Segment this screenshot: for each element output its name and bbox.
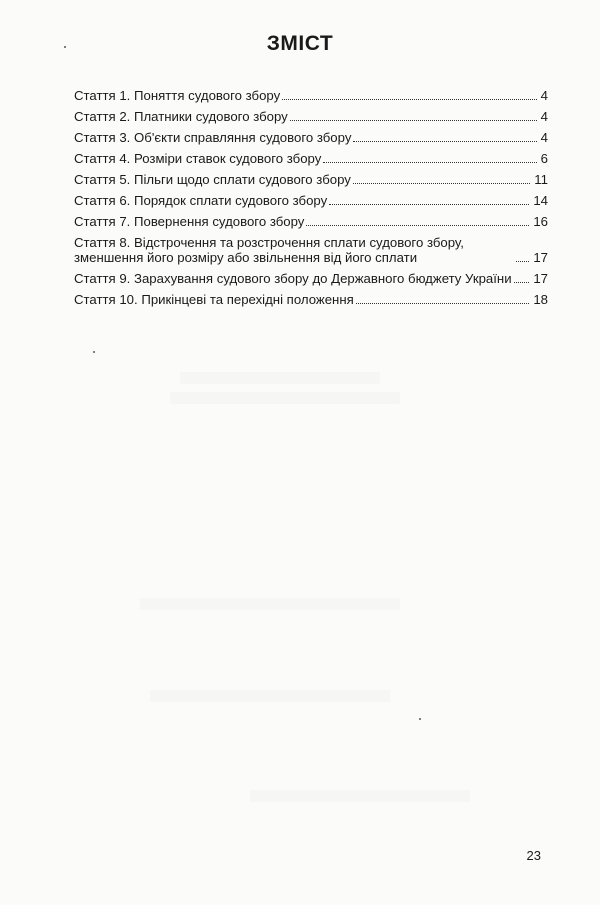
toc-entry [74, 109, 548, 124]
toc-entry-page: 18 [533, 292, 548, 307]
toc-entry-label: Стаття 8. Відстрочення та розстрочення сплати судового збору, зменшення його розміру або звільнення від його сплати [74, 235, 464, 265]
toc-dot-leader [516, 260, 529, 262]
toc-entry-page: 16 [533, 214, 548, 229]
toc-entry [74, 214, 548, 229]
toc-dot-leader [306, 224, 529, 226]
toc-entry [74, 130, 548, 145]
toc-entry-page: 14 [533, 193, 548, 208]
toc-entry [74, 292, 548, 307]
toc-entry [74, 172, 548, 187]
toc-entry-label: Стаття 2. Платники судового збору [74, 109, 288, 124]
toc-entry [74, 193, 548, 208]
scan-speck [93, 351, 95, 353]
toc-entry-page: 11 [534, 172, 548, 187]
toc-entry-page: 17 [533, 250, 548, 265]
scan-speck [419, 718, 421, 720]
toc-dot-leader [353, 140, 536, 142]
table-of-contents [74, 88, 548, 313]
toc-entry-page: 4 [540, 88, 548, 103]
toc-entry-page: 4 [540, 109, 548, 124]
toc-entry-label: Стаття 9. Зарахування судового збору до Державного бюджету України [74, 271, 512, 286]
toc-entry-label: Стаття 1. Поняття судового збору [74, 88, 281, 103]
toc-dot-leader [282, 98, 536, 100]
page-title: ЗМІСТ [266, 32, 334, 55]
toc-entry [74, 235, 548, 265]
page-number: 23 [526, 848, 541, 863]
toc-entry-page: 6 [540, 151, 548, 166]
toc-dot-leader [323, 161, 536, 163]
toc-entry [74, 151, 548, 166]
toc-entry [74, 271, 548, 286]
bleed-through-shadow [250, 790, 470, 802]
toc-entry-label: Стаття 10. Прикінцеві та перехідні положення [74, 292, 354, 307]
toc-entry-label: Стаття 4. Розміри ставок судового збору [74, 151, 322, 166]
bleed-through-shadow [170, 392, 400, 404]
bleed-through-shadow [150, 690, 390, 702]
toc-entry-page: 17 [533, 271, 548, 286]
toc-dot-leader [353, 182, 530, 184]
toc-entry-page: 4 [540, 130, 548, 145]
toc-dot-leader [290, 119, 537, 121]
toc-entry-label: Стаття 5. Пільги щодо сплати судового збору [74, 172, 351, 187]
toc-entry [74, 88, 548, 103]
toc-dot-leader [514, 281, 530, 283]
toc-dot-leader [356, 302, 530, 304]
toc-entry-label: Стаття 7. Повернення судового збору [74, 214, 305, 229]
bleed-through-shadow [140, 598, 400, 610]
toc-entry-label: Стаття 3. Об'єкти справляння судового збору [74, 130, 352, 145]
toc-entry-label: Стаття 6. Порядок сплати судового збору [74, 193, 328, 208]
toc-dot-leader [329, 203, 529, 205]
bleed-through-shadow [180, 372, 380, 384]
